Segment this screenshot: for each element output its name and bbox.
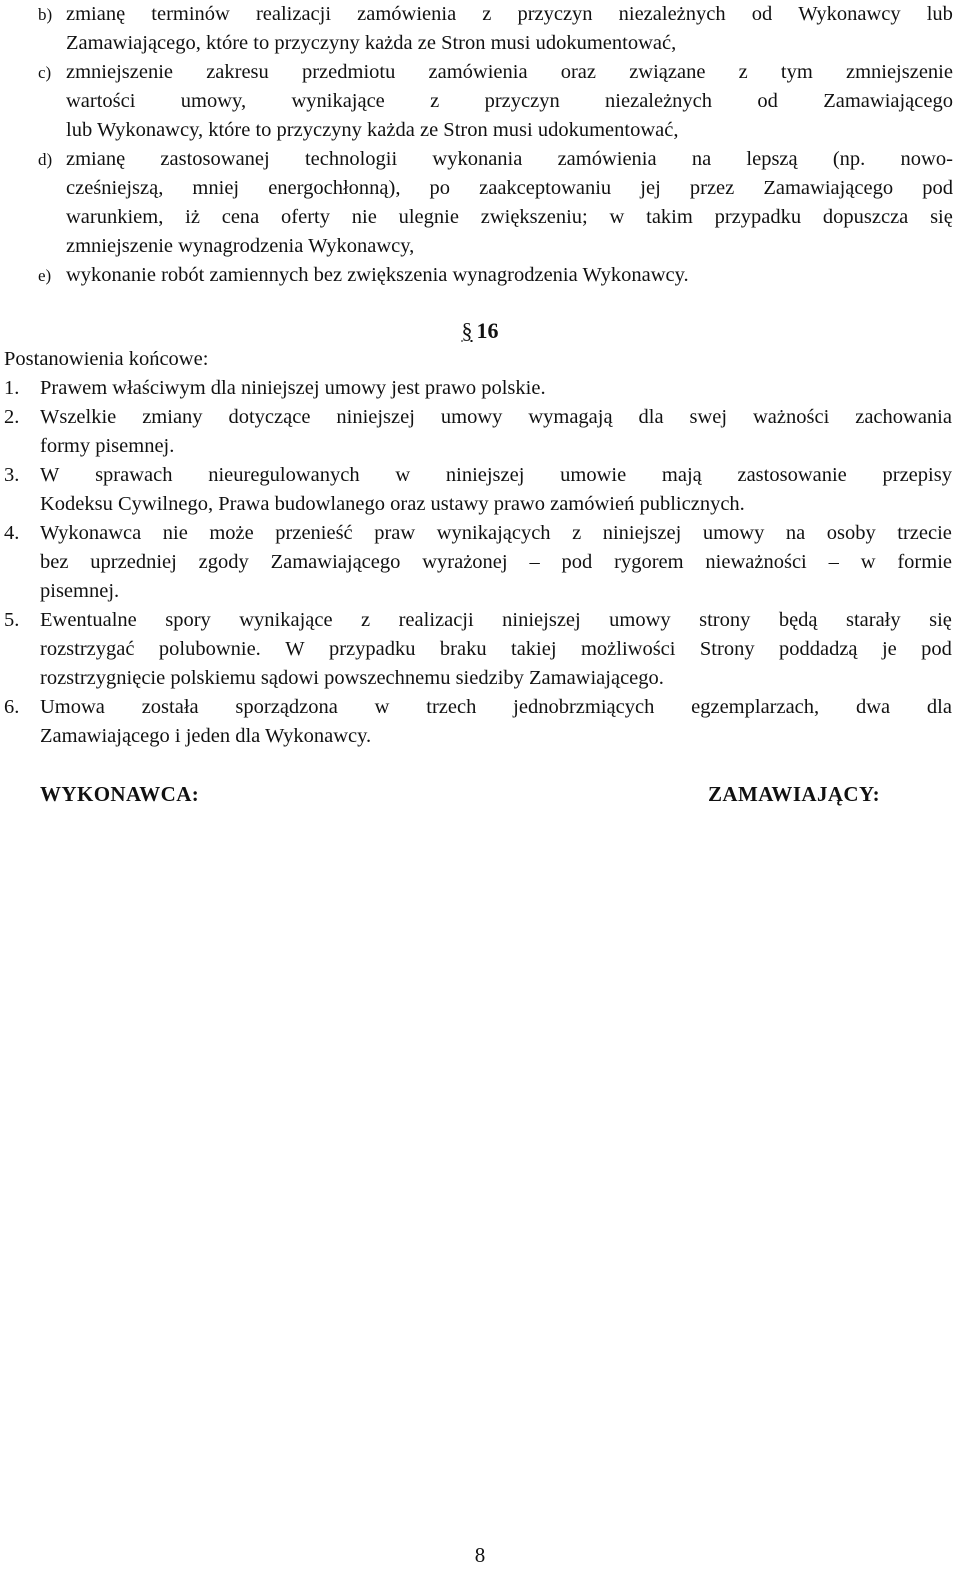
provision-4-line-1 xyxy=(40,519,952,548)
word: została xyxy=(141,696,199,718)
word: się xyxy=(929,609,952,631)
word: przyczyn xyxy=(484,90,560,112)
word: – xyxy=(828,551,839,573)
provision-3-line-2: Kodeksu Cywilnego, Prawa budowlanego oraz ustawy prawo zamówień publicznych. xyxy=(40,493,745,515)
word: cena xyxy=(221,206,260,228)
word: przepisy xyxy=(882,464,952,486)
word: praw xyxy=(374,522,416,544)
word: ważności xyxy=(753,406,830,428)
word: swej xyxy=(689,406,728,428)
word: wartości xyxy=(66,90,136,112)
word: realizacji xyxy=(255,3,332,25)
provision-1-line-1: Prawem właściwym dla niniejszej umowy jest prawo polskie. xyxy=(40,377,546,399)
provision-2-line-1 xyxy=(40,403,952,432)
word: takim xyxy=(646,206,693,228)
list-marker-d: d) xyxy=(38,150,53,169)
word: iż xyxy=(185,206,200,228)
word: pod xyxy=(561,551,593,573)
word: się xyxy=(930,206,953,228)
word: z xyxy=(482,3,492,25)
section-title: Postanowienia końcowe: xyxy=(4,348,209,370)
provision-5-line-1 xyxy=(40,606,952,635)
word: zakresu xyxy=(206,61,269,83)
word: mniej xyxy=(192,177,240,199)
word: w xyxy=(860,551,876,573)
section-heading xyxy=(0,316,960,346)
word: możliwości xyxy=(580,638,676,660)
word: mają xyxy=(661,464,702,486)
word: przyczyn xyxy=(517,3,593,25)
word: Zamawiającego xyxy=(823,90,953,112)
provision-2-line-2: formy pisemnej. xyxy=(40,435,175,457)
word: od xyxy=(757,90,778,112)
word: umowie xyxy=(560,464,627,486)
word: zmniejszenie xyxy=(66,61,174,83)
word: przypadku xyxy=(714,206,802,228)
word: niniejszej xyxy=(445,464,525,486)
provision-6-line-2: Zamawiającego i jeden dla Wykonawcy. xyxy=(40,725,372,747)
word: Zamawiającego xyxy=(270,551,401,573)
list-item-d-line-4: zmniejszenie wynagrodzenia Wykonawcy, xyxy=(66,235,415,257)
word: Wykonawcy xyxy=(798,3,901,25)
word: zgody xyxy=(198,551,249,573)
word: Ewentualne xyxy=(40,609,137,631)
word: uprzedniej xyxy=(90,551,177,573)
word: od xyxy=(751,3,773,25)
word: może xyxy=(209,522,254,544)
word: strony xyxy=(699,609,751,631)
list-item-d-line-2 xyxy=(66,174,953,203)
word: nie xyxy=(351,206,377,228)
word: sporządzona xyxy=(235,696,338,718)
word: zmiany xyxy=(142,406,203,428)
word: ulegnie xyxy=(398,206,459,228)
list-item-b-line-2: Zamawiającego, które to przyczyny każda ze Stron musi udokumentować, xyxy=(66,32,677,54)
word: przedmiotu xyxy=(301,61,396,83)
word: z xyxy=(361,609,371,631)
word: zastosowanie xyxy=(737,464,847,486)
word: egzemplarzach, xyxy=(691,696,820,718)
word: dotyczące xyxy=(228,406,311,428)
provision-4-line-3: pisemnej. xyxy=(40,580,120,602)
word: zmniejszenie xyxy=(845,61,953,83)
word: pod xyxy=(921,638,952,660)
word: nieuregulowanych xyxy=(208,464,360,486)
word: nie xyxy=(162,522,188,544)
provision-number-5: 5. xyxy=(4,609,20,631)
word: zamówienia xyxy=(557,148,657,170)
word: po xyxy=(429,177,451,199)
word: niezależnych xyxy=(605,90,713,112)
word: Zamawiającego xyxy=(763,177,894,199)
word: zwiększeniu; xyxy=(480,206,588,228)
word: pod xyxy=(922,177,953,199)
word: oferty xyxy=(281,206,330,228)
word: z xyxy=(572,522,582,544)
word: zmianę xyxy=(66,3,126,25)
provision-number-3: 3. xyxy=(4,464,20,486)
list-item-c-line-1 xyxy=(66,58,953,87)
word: rygorem xyxy=(614,551,684,573)
word: wyrażonej xyxy=(422,551,508,573)
word: w xyxy=(395,464,411,486)
word: związane xyxy=(629,61,706,83)
word: umowy xyxy=(702,522,765,544)
word: niniejszej xyxy=(502,609,581,631)
word: wynikające xyxy=(239,609,333,631)
word: oraz xyxy=(560,61,597,83)
word: wymagają xyxy=(528,406,613,428)
word: zastosowanej xyxy=(160,148,270,170)
word: w xyxy=(609,206,625,228)
list-item-c-line-3: lub Wykonawcy, które to przyczyny każda ze Stron musi udokumentować, xyxy=(66,119,679,141)
word: W xyxy=(40,464,60,486)
word: umowy xyxy=(609,609,671,631)
word: zmianę xyxy=(66,148,126,170)
word: nieważności xyxy=(705,551,807,573)
word: zaakceptowaniu xyxy=(479,177,612,199)
word: przenieść xyxy=(275,522,353,544)
word: jej xyxy=(640,177,661,199)
word: lepszą xyxy=(746,148,798,170)
word: technologii xyxy=(304,148,398,170)
word: je xyxy=(881,638,897,660)
word: polubownie. xyxy=(158,638,261,660)
word: sprawach xyxy=(95,464,173,486)
provision-4-line-2 xyxy=(40,548,952,577)
word: trzech xyxy=(426,696,477,718)
section-number: 16 xyxy=(476,318,499,343)
provision-number-2: 2. xyxy=(4,406,20,428)
word: zamówienia xyxy=(357,3,457,25)
provision-number-4: 4. xyxy=(4,522,20,544)
word: dla xyxy=(638,406,664,428)
word: z xyxy=(738,61,748,83)
list-marker-c: c) xyxy=(38,63,52,82)
word: zachowania xyxy=(855,406,952,428)
word: wynikających xyxy=(436,522,551,544)
word: Wykonawca xyxy=(40,522,142,544)
word: na xyxy=(785,522,806,544)
provision-number-1: 1. xyxy=(4,377,20,399)
provision-5-line-2 xyxy=(40,635,952,664)
word: niniejszej xyxy=(336,406,415,428)
list-marker-e: e) xyxy=(38,266,52,285)
word: zamówienia xyxy=(428,61,528,83)
word: – xyxy=(529,551,540,573)
word: przez xyxy=(689,177,735,199)
word: trzecie xyxy=(897,522,952,544)
word: formie xyxy=(897,551,952,573)
word: z xyxy=(430,90,440,112)
list-item-e-line-1: wykonanie robót zamiennych bez zwiększenia wynagrodzenia Wykonawcy. xyxy=(66,264,689,286)
section-symbol: § xyxy=(461,318,473,343)
word: (np. xyxy=(832,148,866,170)
word: Strony xyxy=(699,638,755,660)
word: będą xyxy=(778,609,818,631)
page-number: 8 xyxy=(474,1543,486,1567)
word: niniejszej xyxy=(602,522,682,544)
provision-3-line-1 xyxy=(40,461,952,490)
word: umowy xyxy=(440,406,503,428)
word: osoby xyxy=(826,522,876,544)
word: umowy, xyxy=(180,90,247,112)
word: braku xyxy=(439,638,487,660)
word: niezależnych xyxy=(618,3,726,25)
list-marker-b: b) xyxy=(38,5,53,24)
signature-contractor-label: WYKONAWCA: xyxy=(40,782,200,806)
word: starały xyxy=(845,609,901,631)
word: energochłonną), xyxy=(268,177,401,199)
provision-5-line-3: rozstrzygnięcie polskiemu sądowi powszechnemu siedziby Zamawiającego. xyxy=(40,667,664,689)
word: poddadzą xyxy=(778,638,858,660)
word: lub xyxy=(926,3,953,25)
word: warunkiem, xyxy=(66,206,164,228)
word: dla xyxy=(926,696,952,718)
word: dopuszcza xyxy=(822,206,909,228)
word: nowo- xyxy=(900,148,953,170)
word: na xyxy=(691,148,712,170)
word: tym xyxy=(780,61,813,83)
list-item-d-line-1 xyxy=(66,145,953,174)
word: wykonania xyxy=(432,148,523,170)
word: jednobrzmiących xyxy=(513,696,655,718)
word: cześniejszą, xyxy=(66,177,164,199)
word: W xyxy=(285,638,305,660)
provision-6-line-1 xyxy=(40,693,952,722)
provision-number-6: 6. xyxy=(4,696,20,718)
word: dwa xyxy=(855,696,891,718)
word: przypadku xyxy=(328,638,416,660)
word: bez xyxy=(40,551,69,573)
word: terminów xyxy=(151,3,230,25)
word: Umowa xyxy=(40,696,105,718)
list-item-c-line-2 xyxy=(66,87,953,116)
word: takiej xyxy=(511,638,557,660)
list-item-d-line-3 xyxy=(66,203,953,232)
word: rozstrzygać xyxy=(40,638,135,660)
word: wynikające xyxy=(291,90,385,112)
word: Wszelkie xyxy=(40,406,117,428)
word: realizacji xyxy=(398,609,474,631)
word: w xyxy=(374,696,390,718)
word: spory xyxy=(165,609,211,631)
signature-client-label: ZAMAWIAJĄCY: xyxy=(708,782,881,806)
list-item-b-line-1 xyxy=(66,0,953,29)
